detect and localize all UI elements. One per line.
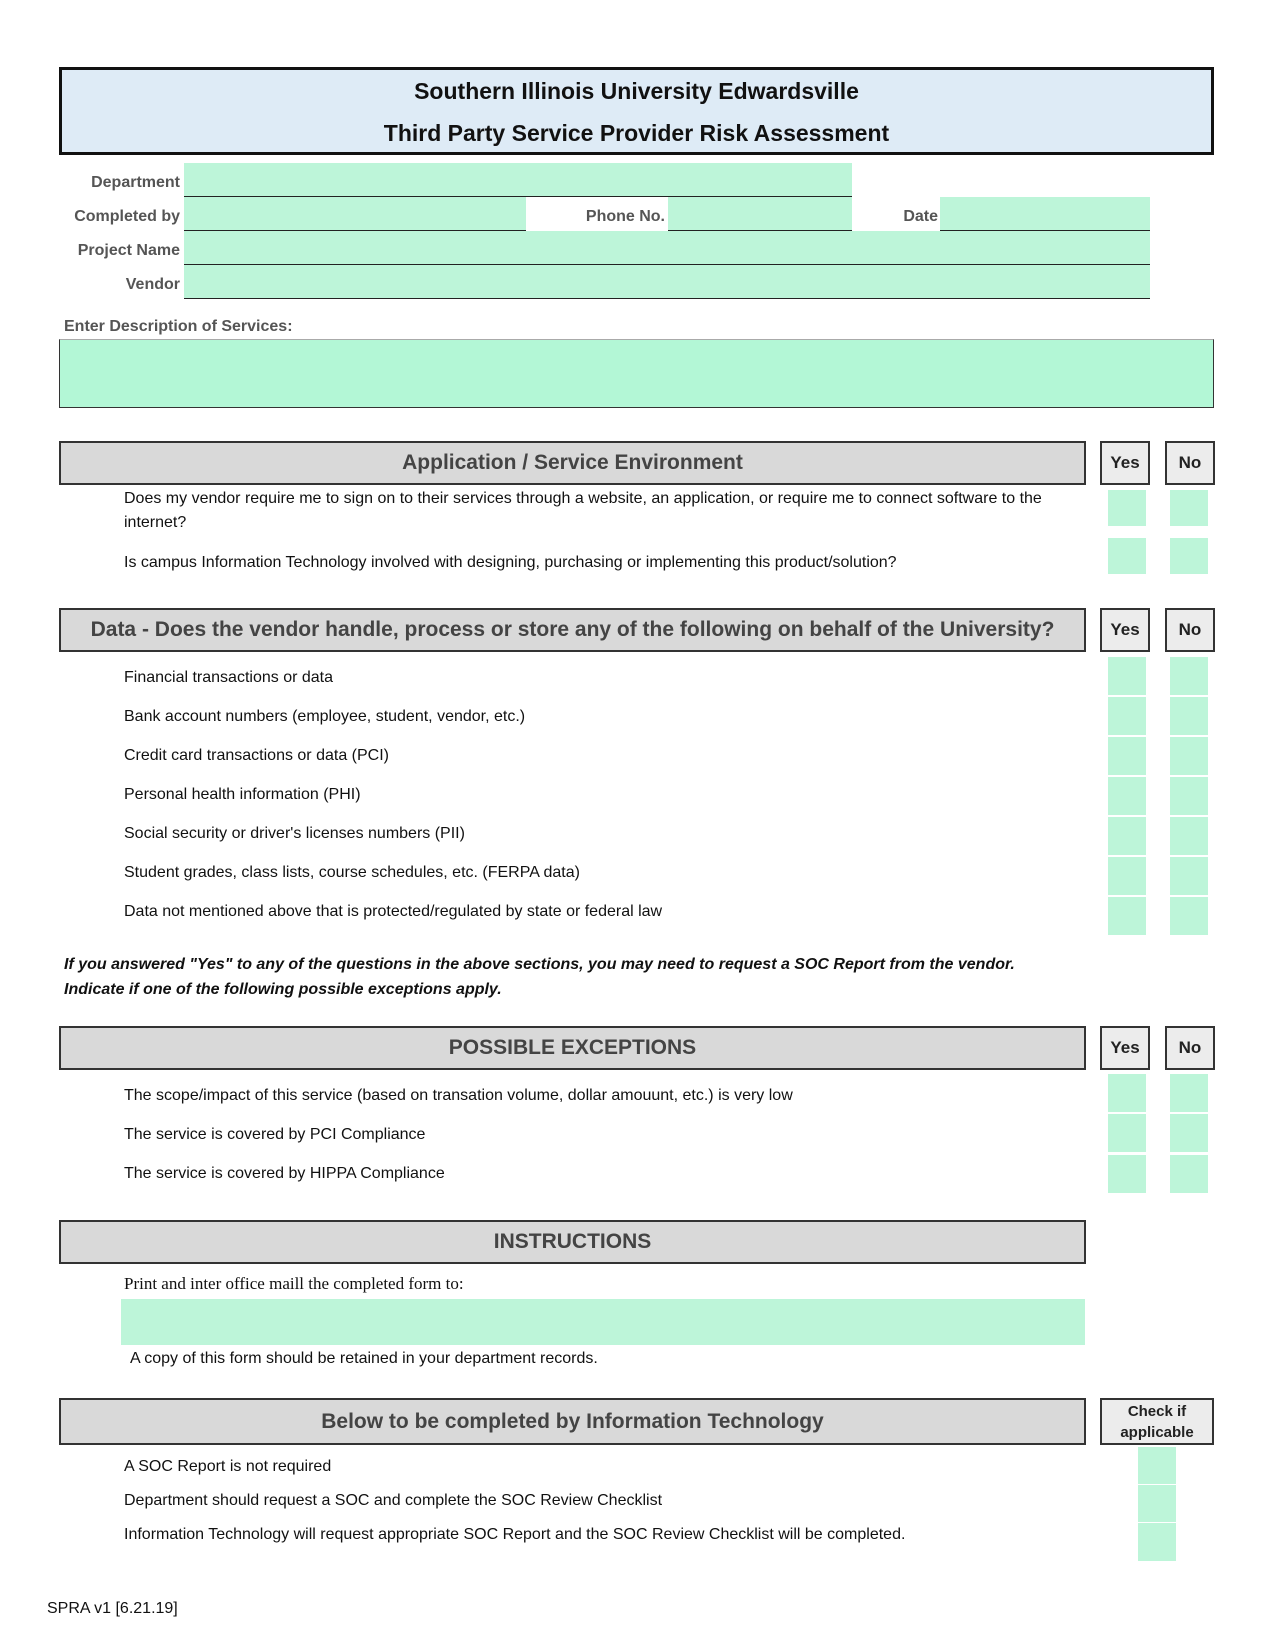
- no-checkbox[interactable]: [1170, 697, 1208, 735]
- it-item: Information Technology will request appropriate SOC Report and the SOC Review Checklist will be completed.: [124, 1526, 906, 1543]
- yes-checkbox[interactable]: [1108, 538, 1146, 574]
- no-header: No: [1165, 608, 1215, 652]
- vendor-label: Vendor: [125, 276, 180, 293]
- it-item: Department should request a SOC and complete the SOC Review Checklist: [124, 1492, 663, 1509]
- question: Credit card transactions or data (PCI): [124, 747, 389, 764]
- yes-checkbox[interactable]: [1108, 857, 1146, 895]
- yes-header: Yes: [1100, 1026, 1150, 1070]
- no-header: No: [1165, 1026, 1215, 1070]
- check-label: Check if: [1127, 1403, 1187, 1420]
- yes-checkbox[interactable]: [1108, 697, 1146, 735]
- instructions-text: Print and inter office maill the completed form to:: [124, 1274, 464, 1293]
- completed-by-label: Completed by: [74, 208, 180, 225]
- form-title: Third Party Service Provider Risk Assessment: [383, 120, 890, 146]
- description-label: Enter Description of Services:: [64, 318, 293, 335]
- phone-label: Phone No.: [585, 208, 665, 225]
- no-checkbox[interactable]: [1170, 737, 1208, 775]
- question: Bank account numbers (employee, student, vendor, etc.): [124, 708, 526, 725]
- university-name: Southern Illinois University Edwardsville: [414, 78, 859, 104]
- question: Student grades, class lists, course schedules, etc. (FERPA data): [124, 864, 580, 881]
- applicable-checkbox[interactable]: [1138, 1485, 1176, 1522]
- no-checkbox[interactable]: [1170, 1114, 1208, 1152]
- no-checkbox[interactable]: [1170, 657, 1208, 695]
- project-name-field[interactable]: [184, 231, 1150, 265]
- check-applicable-header: [1100, 1398, 1214, 1445]
- yes-checkbox[interactable]: [1108, 657, 1146, 695]
- section-instructions-header: INSTRUCTIONS: [59, 1220, 1086, 1264]
- question: Data not mentioned above that is protected/regulated by state or federal law: [124, 903, 663, 920]
- retain-text: A copy of this form should be retained in your department records.: [130, 1350, 598, 1367]
- description-field[interactable]: [59, 339, 1214, 408]
- yes-checkbox[interactable]: [1108, 777, 1146, 815]
- no-checkbox[interactable]: [1170, 777, 1208, 815]
- question: The scope/impact of this service (based on transation volume, dollar amouunt, etc.) is very low: [124, 1087, 793, 1104]
- it-item: A SOC Report is not required: [124, 1458, 332, 1475]
- yes-checkbox[interactable]: [1108, 490, 1146, 526]
- phone-field[interactable]: [668, 197, 852, 231]
- yes-header: Yes: [1100, 608, 1150, 652]
- check-label: applicable: [1120, 1424, 1194, 1441]
- question: Is campus Information Technology involved with designing, purchasing or implementing this product/solution?: [124, 554, 897, 571]
- question: Does my vendor require me to sign on to their services through a website, an application, or require me to connect software to the internet?: [124, 490, 1042, 531]
- question: The service is covered by PCI Compliance: [124, 1126, 426, 1143]
- yes-header: Yes: [1100, 441, 1150, 485]
- question: Social security or driver's licenses numbers (PII): [124, 825, 465, 842]
- section-it-header: Below to be completed by Information Technology: [59, 1398, 1086, 1445]
- no-header: No: [1165, 441, 1215, 485]
- no-checkbox[interactable]: [1170, 817, 1208, 855]
- note-line: If you answered "Yes" to any of the questions in the above sections, you may need to request a SOC Report from the vendor.: [64, 956, 1015, 973]
- no-checkbox[interactable]: [1170, 1074, 1208, 1112]
- yes-checkbox[interactable]: [1108, 817, 1146, 855]
- department-label: Department: [91, 174, 180, 191]
- question: Financial transactions or data: [124, 669, 333, 686]
- question: The service is covered by HIPPA Compliance: [124, 1165, 445, 1182]
- applicable-checkbox[interactable]: [1138, 1447, 1176, 1484]
- yes-checkbox[interactable]: [1108, 1155, 1146, 1193]
- vendor-field[interactable]: [184, 265, 1150, 299]
- no-checkbox[interactable]: [1170, 897, 1208, 935]
- department-field[interactable]: [184, 163, 852, 197]
- form-header: [59, 67, 1214, 155]
- no-checkbox[interactable]: [1170, 857, 1208, 895]
- completed-by-field[interactable]: [184, 197, 526, 231]
- no-checkbox[interactable]: [1170, 490, 1208, 526]
- date-field[interactable]: [940, 197, 1150, 231]
- no-checkbox[interactable]: [1170, 1155, 1208, 1193]
- section-exceptions-header: POSSIBLE EXCEPTIONS: [59, 1026, 1086, 1070]
- project-name-label: Project Name: [77, 242, 180, 259]
- section-application-header: Application / Service Environment: [59, 441, 1086, 485]
- no-checkbox[interactable]: [1170, 538, 1208, 574]
- yes-checkbox[interactable]: [1108, 737, 1146, 775]
- yes-checkbox[interactable]: [1108, 1074, 1146, 1112]
- yes-checkbox[interactable]: [1108, 1114, 1146, 1152]
- address-field[interactable]: [121, 1299, 1085, 1345]
- yes-checkbox[interactable]: [1108, 897, 1146, 935]
- version-footer: SPRA v1 [6.21.19]: [47, 1600, 178, 1617]
- applicable-checkbox[interactable]: [1138, 1523, 1176, 1561]
- date-label: Date: [903, 208, 938, 225]
- section-data-header: Data - Does the vendor handle, process or store any of the following on behalf of the University?: [59, 608, 1086, 652]
- question: Personal health information (PHI): [124, 786, 361, 803]
- note-line: Indicate if one of the following possible exceptions apply.: [64, 981, 502, 998]
